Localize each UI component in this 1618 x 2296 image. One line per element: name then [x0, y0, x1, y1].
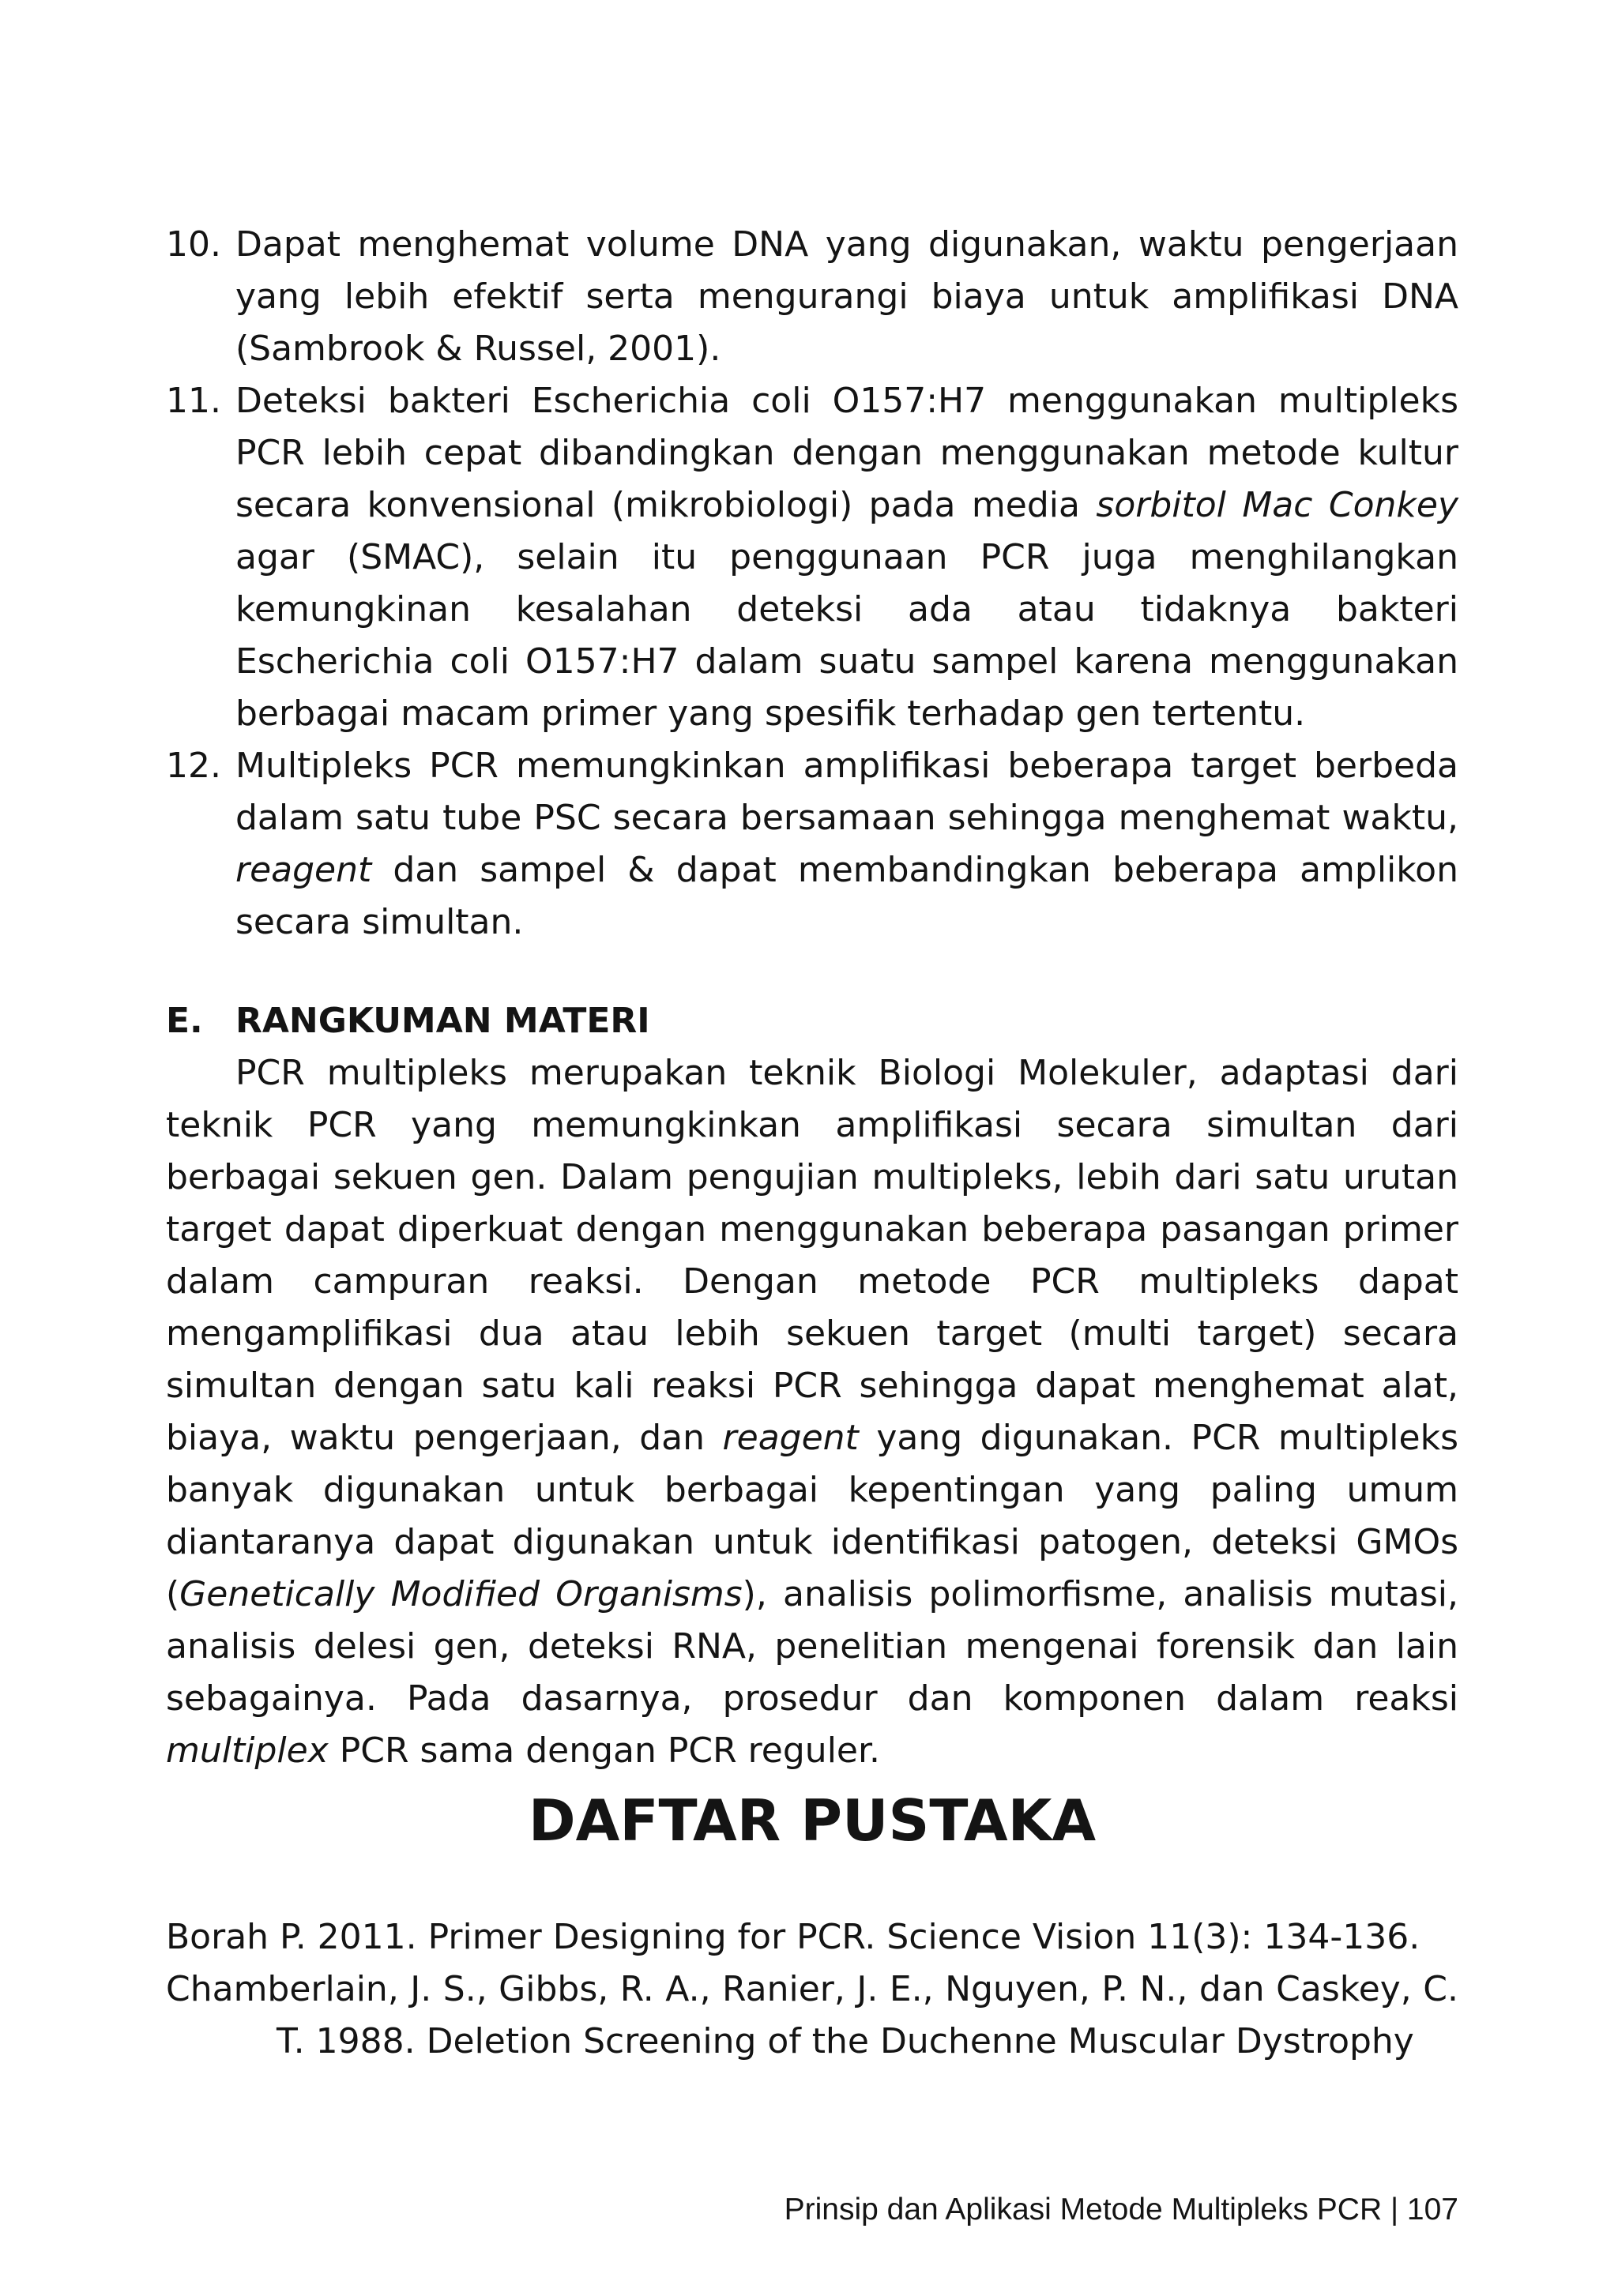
- bibliography-title: DAFTAR PUSTAKA: [528, 1787, 1097, 1854]
- list-text: agar (SMAC), selain itu penggunaan PCR juga menghilangkan kemungkinan kesalahan deteksi ada atau tidaknya bakteri Escherichia coli O157:H7 dalam suatu sampel karena menggunakan berbagai macam primer yang spesifik terhadap gen tertentu.: [235, 537, 1458, 734]
- section-title: RANGKUMAN MATERI: [235, 1001, 650, 1041]
- list-text: Deteksi bakteri Escherichia coli O157:H7 menggunakan multipleks PCR lebih cepat dibandingkan dengan menggunakan metode kultur secara konvensional (mikrobiologi) pada media: [235, 381, 1458, 525]
- reference-entry: Borah P. 2011. Primer Designing for PCR. Science Vision 11(3): 134-136.: [166, 1917, 1420, 1957]
- section-heading: [166, 995, 1458, 1047]
- list-number: 12.: [166, 746, 221, 786]
- summary-paragraph: PCR multipleks merupakan teknik Biologi Molekuler, adaptasi dari teknik PCR yang memungkinkan amplifikasi secara simultan dari berbagai sekuen gen. Dalam pengujian multipleks, lebih dari satu urutan target dapat diperkuat dengan menggunakan beberapa pasangan primer dalam campuran reaksi. Dengan metode PCR multipleks dapat mengamplifikasi dua atau lebih sekuen target (multi target) secara simultan dengan satu kali reaksi PCR sehingga dapat menghemat alat, biaya, waktu pengerjaan, dan reagent yang digunakan. PCR multipleks banyak digunakan untuk berbagai kepentingan yang paling umum diantaranya dapat digunakan untuk identifikasi patogen, deteksi GMOs (Genetically Modified Organisms), analisis polimorfisme, analisis mutasi, analisis delesi gen, deteksi RNA, penelitian mengenai forensik dan lain sebagainya. Pada dasarnya, prosedur dan komponen dalam reaksi multiplex PCR sama dengan PCR reguler.: [166, 1053, 1458, 1771]
- list-text: dan sampel & dapat membandingkan beberapa amplikon secara simultan.: [235, 850, 1458, 942]
- list-item: [166, 219, 1458, 375]
- list-text-italic: sorbitol Mac Conkey: [1096, 485, 1459, 525]
- list-number: 11.: [166, 381, 221, 421]
- reference-entry: Chamberlain, J. S., Gibbs, R. A., Ranier, J. E., Nguyen, P. N., dan Caskey, C. T. 1988. Deletion Screening of the Duchenne Muscular Dystrophy: [166, 1969, 1458, 2061]
- reference-list: [166, 1911, 1458, 2068]
- list-number: 10.: [166, 224, 221, 265]
- page-footer: Prinsip dan Aplikasi Metode Multipleks PCR | 107: [784, 2193, 1458, 2226]
- list-text-italic: reagent: [235, 850, 372, 890]
- section-letter: E.: [166, 1001, 203, 1041]
- document-page: [166, 0, 1458, 2296]
- list-item: [166, 740, 1458, 949]
- list-text: Dapat menghemat volume DNA yang digunakan, waktu pengerjaan yang lebih efektif serta mengurangi biaya untuk amplifikasi DNA (Sambrook & Russel, 2001).: [235, 224, 1458, 369]
- list-text: Multipleks PCR memungkinkan amplifikasi beberapa target berbeda dalam satu tube PSC secara bersamaan sehingga menghemat waktu,: [235, 746, 1458, 838]
- numbered-list: [166, 219, 1458, 949]
- list-item: [166, 375, 1458, 740]
